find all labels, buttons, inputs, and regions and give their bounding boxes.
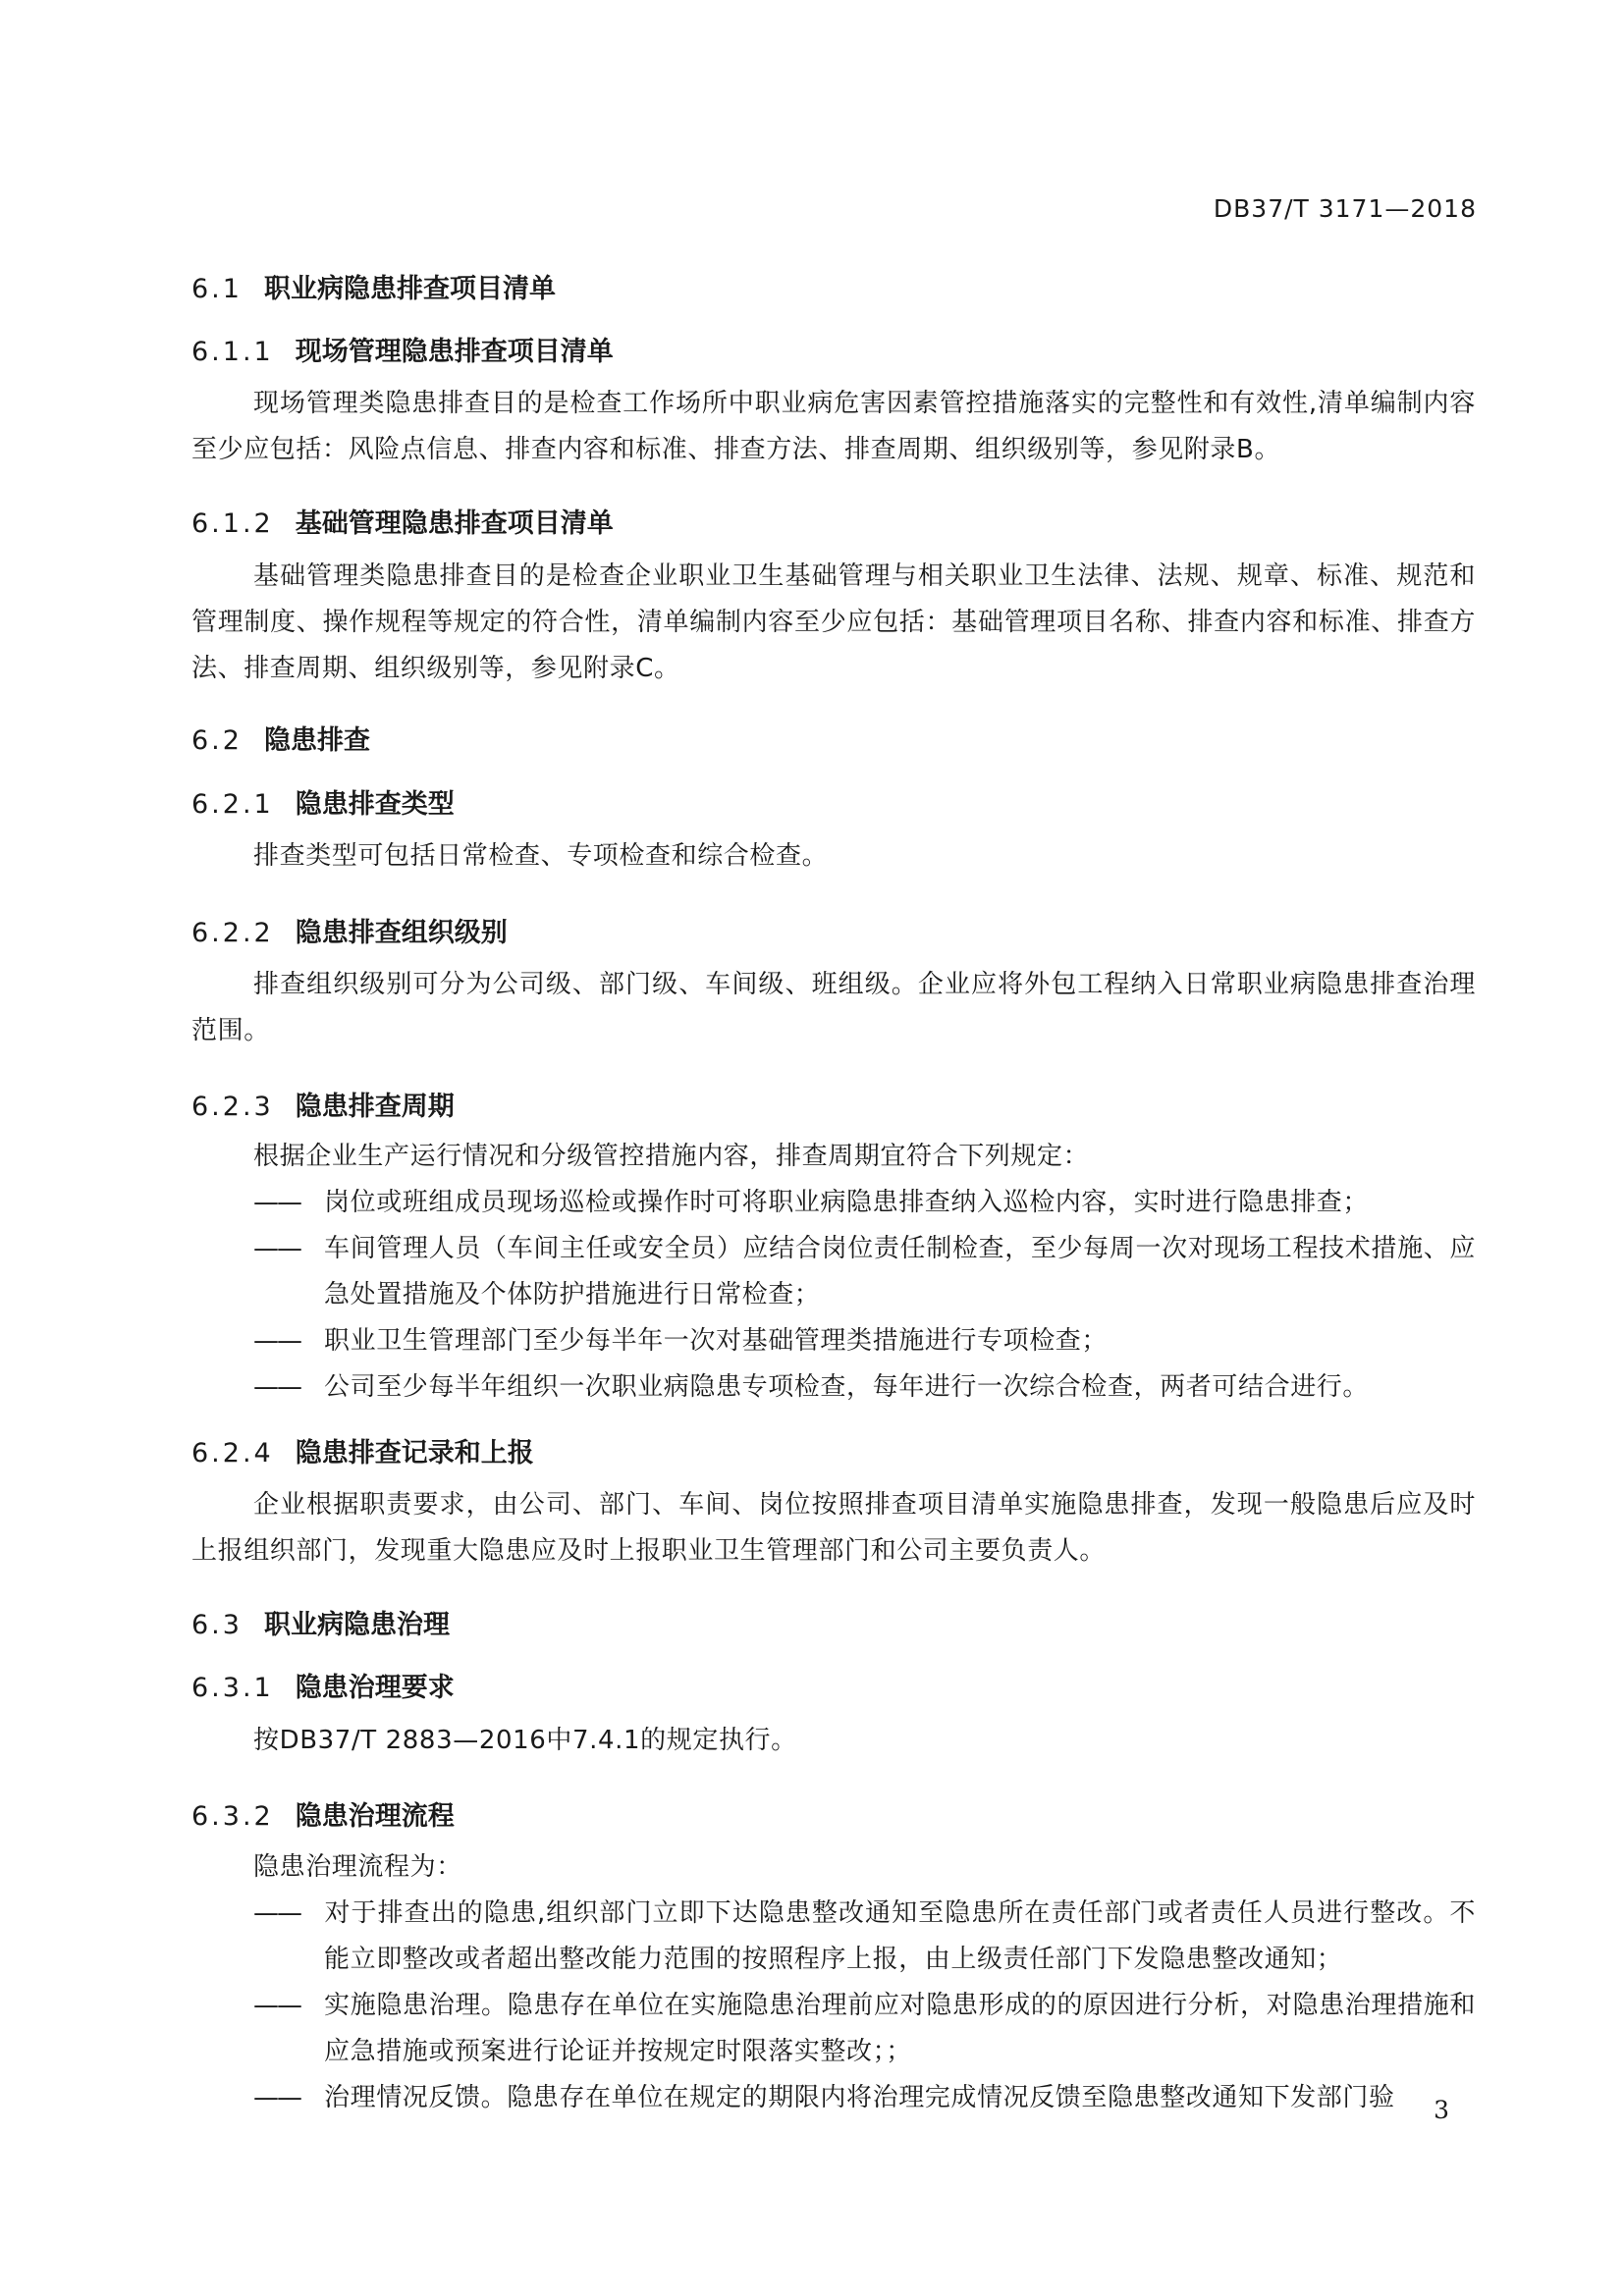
list-item	[253, 1318, 1476, 1364]
heading-6-3-1	[191, 1666, 455, 1704]
document-code-header: DB37/T 3171—2018	[1213, 194, 1477, 223]
heading-number: 6.2.2	[191, 918, 274, 948]
heading-6-2-3	[191, 1085, 455, 1123]
heading-6-2-1	[191, 782, 455, 821]
list-dash: ——	[253, 2083, 300, 2112]
list-item-text: 职业卫生管理部门至少每半年一次对基础管理类措施进行专项检查；	[324, 1326, 1109, 1356]
paragraph-6-1-1: 现场管理类隐患排查目的是检查工作场所中职业病危害因素管控措施落实的完整性和有效性,清单编制内容至少应包括：风险点信息、排查内容和标准、排查方法、排查周期、组织级别等，参见附录B。	[191, 389, 1476, 464]
heading-title: 职业病隐患排查项目清单	[263, 274, 556, 304]
list-item-text: 车间管理人员（车间主任或安全员）应结合岗位责任制检查，至少每周一次对现场工程技术措施、应急处置措施及个体防护措施进行日常检查；	[324, 1234, 1476, 1309]
heading-6-2	[191, 719, 370, 757]
list-item-text: 对于排查出的隐患,组织部门立即下达隐患整改通知至隐患所在责任部门或者责任人员进行整改。不能立即整改或者超出整改能力范围的按照程序上报，由上级责任部门下发隐患整改通知；	[324, 1898, 1476, 1974]
list-item	[253, 1891, 1476, 1983]
heading-number: 6.3.1	[191, 1673, 274, 1703]
heading-number: 6.2	[191, 725, 243, 756]
list-dash: ——	[253, 1326, 300, 1356]
heading-6-1-1	[191, 330, 614, 368]
heading-title: 隐患排查周期	[295, 1092, 455, 1122]
heading-number: 6.2.4	[191, 1438, 274, 1468]
heading-title: 隐患排查类型	[295, 789, 455, 820]
list-item-text: 治理情况反馈。隐患存在单位在规定的期限内将治理完成情况反馈至隐患整改通知下发部门验	[324, 2083, 1395, 2112]
heading-number: 6.2.1	[191, 789, 274, 820]
heading-6-1	[191, 267, 556, 305]
heading-title: 隐患治理要求	[295, 1673, 455, 1703]
heading-title: 隐患排查	[263, 725, 370, 756]
list-item	[253, 1364, 1476, 1411]
paragraph-6-3-1: 按DB37/T 2883—2016中7.4.1的规定执行。	[253, 1726, 797, 1755]
list-dash: ——	[253, 1188, 300, 1217]
heading-title: 职业病隐患治理	[263, 1610, 450, 1640]
heading-title: 基础管理隐患排查项目清单	[295, 508, 614, 539]
heading-number: 6.2.3	[191, 1092, 274, 1122]
heading-number: 6.1.1	[191, 337, 274, 367]
heading-6-3-2	[191, 1794, 455, 1833]
list-dash: ——	[253, 1234, 300, 1263]
heading-number: 6.1	[191, 274, 243, 304]
paragraph-6-2-4: 企业根据职责要求，由公司、部门、车间、岗位按照排查项目清单实施隐患排查，发现一般隐患后应及时上报组织部门，发现重大隐患应及时上报职业卫生管理部门和公司主要负责人。	[191, 1490, 1476, 1566]
heading-6-1-2	[191, 502, 614, 540]
list-dash: ——	[253, 1372, 300, 1402]
heading-number: 6.3	[191, 1610, 243, 1640]
list-dash: ——	[253, 1991, 300, 2020]
paragraph-6-2-2: 排查组织级别可分为公司级、部门级、车间级、班组级。企业应将外包工程纳入日常职业病隐患排查治理范围。	[191, 970, 1476, 1045]
page-number: 3	[1434, 2096, 1449, 2124]
heading-6-2-4	[191, 1431, 534, 1469]
heading-title: 隐患排查记录和上报	[295, 1438, 534, 1468]
heading-6-2-2	[191, 911, 508, 949]
list-item-text: 岗位或班组成员现场巡检或操作时可将职业病隐患排查纳入巡检内容，实时进行隐患排查；	[324, 1188, 1370, 1217]
heading-title: 现场管理隐患排查项目清单	[295, 337, 614, 367]
heading-title: 隐患治理流程	[295, 1801, 455, 1832]
heading-number: 6.3.2	[191, 1801, 274, 1832]
heading-title: 隐患排查组织级别	[295, 918, 508, 948]
heading-6-3	[191, 1603, 450, 1641]
list-item	[253, 1983, 1476, 2075]
list-item	[253, 1226, 1476, 1318]
paragraph-6-1-2: 基础管理类隐患排查目的是检查企业职业卫生基础管理与相关职业卫生法律、法规、规章、标准、规范和管理制度、操作规程等规定的符合性，清单编制内容至少应包括：基础管理项目名称、排查内容和标准、排查方法、排查周期、组织级别等，参见附录C。	[191, 561, 1476, 683]
list-dash: ——	[253, 1898, 300, 1928]
intro-6-3-2: 隐患治理流程为：	[253, 1852, 462, 1882]
intro-6-2-3: 根据企业生产运行情况和分级管控措施内容，排查周期宜符合下列规定：	[253, 1142, 1090, 1171]
paragraph-6-2-1: 排查类型可包括日常检查、专项检查和综合检查。	[253, 841, 829, 871]
heading-number: 6.1.2	[191, 508, 274, 539]
list-item-text: 实施隐患治理。隐患存在单位在实施隐患治理前应对隐患形成的的原因进行分析，对隐患治理措施和应急措施或预案进行论证并按规定时限落实整改；；	[324, 1991, 1476, 2066]
list-item	[253, 2075, 1476, 2121]
list-item-text: 公司至少每半年组织一次职业病隐患专项检查，每年进行一次综合检查，两者可结合进行。	[324, 1372, 1370, 1402]
list-item	[253, 1180, 1476, 1226]
